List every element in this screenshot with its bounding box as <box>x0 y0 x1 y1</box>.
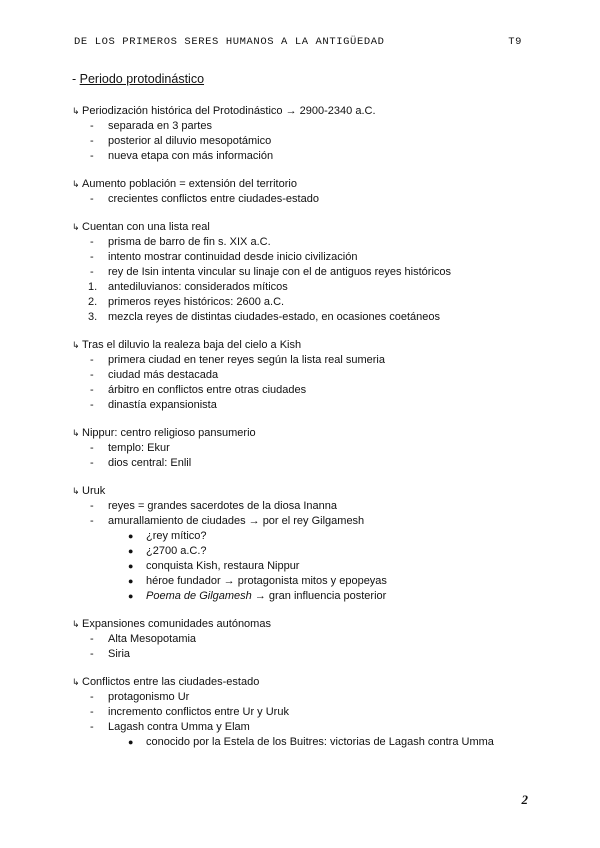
outline-group-nippur <box>72 426 542 471</box>
dash-marker: - <box>90 193 94 205</box>
dash-marker: - <box>90 150 94 162</box>
dash-marker: - <box>90 384 94 396</box>
list-item: - primera ciudad en tener reyes según la lista real sumeria <box>90 354 385 366</box>
list-item: - amurallamiento de ciudades → por el rey Gilgamesh <box>90 515 365 527</box>
list-item: - crecientes conflictos entre ciudades-estado <box>90 193 319 205</box>
dash-marker: - <box>90 120 94 132</box>
section-title <box>72 72 204 86</box>
bullet-icon: ● <box>128 531 134 541</box>
arrow-icon: ↳ <box>72 179 80 189</box>
outline-head: ↳ Tras el diluvio la realeza baja del cielo a Kish <box>72 339 302 351</box>
dash-marker: - <box>90 691 94 703</box>
outline-group-conflictos <box>72 675 542 750</box>
outline-head: ↳ Periodización histórica del Protodinástico → 2900-2340 a.C. <box>72 105 376 117</box>
section-title-text: Periodo protodinástico <box>79 72 205 86</box>
list-item: - protagonismo Ur <box>90 691 190 703</box>
outline-content <box>72 104 542 763</box>
dash-marker: - <box>90 251 94 263</box>
page-number: 2 <box>521 792 528 807</box>
bullet-icon: ● <box>128 576 134 586</box>
list-item: - ciudad más destacada <box>90 369 219 381</box>
dash-marker: - <box>90 633 94 645</box>
number-marker: 3. <box>88 311 98 323</box>
sub-list-item: ● Poema de Gilgamesh → gran influencia posterior <box>128 590 387 602</box>
dash-marker: - <box>90 266 94 278</box>
dash-marker: - <box>90 369 94 381</box>
list-item: - posterior al diluvio mesopotámico <box>90 135 272 147</box>
arrow-icon: ↳ <box>72 340 80 350</box>
list-item: - rey de Isin intenta vincular su linaje con el de antiguos reyes históricos <box>90 266 452 278</box>
list-item: - dinastía expansionista <box>90 399 217 411</box>
dash-marker: - <box>90 442 94 454</box>
dash-marker: - <box>90 515 94 527</box>
dash-marker: - <box>90 399 94 411</box>
arrow-icon: ↳ <box>72 106 80 116</box>
outline-group-poblacion <box>72 177 542 207</box>
outline-head: ↳ Aumento población = extensión del territorio <box>72 178 297 190</box>
outline-group-expansiones <box>72 617 542 662</box>
dash-marker: - <box>90 236 94 248</box>
dash-marker: - <box>90 135 94 147</box>
number-marker: 2. <box>88 296 98 308</box>
list-item: - separada en 3 partes <box>90 120 212 132</box>
header-chapter: T9 <box>508 36 522 48</box>
number-marker: 1. <box>88 281 98 293</box>
sub-list-item: ● conquista Kish, restaura Nippur <box>128 560 300 572</box>
dash-marker: - <box>90 500 94 512</box>
list-item: - prisma de barro de fin s. XIX a.C. <box>90 236 271 248</box>
bullet-icon: ● <box>128 546 134 556</box>
list-item: - templo: Ekur <box>90 442 170 454</box>
page-header <box>74 36 522 48</box>
arrow-icon: ↳ <box>72 428 80 438</box>
outline-head: ↳ Cuentan con una lista real <box>72 221 210 233</box>
numbered-item: 1. antediluvianos: considerados míticos <box>88 281 288 293</box>
header-title: DE LOS PRIMEROS SERES HUMANOS A LA ANTIGÜEDAD <box>74 36 385 48</box>
list-item: - dios central: Enlil <box>90 457 192 469</box>
outline-head: ↳ Conflictos entre las ciudades-estado <box>72 676 260 688</box>
bullet-icon: ● <box>128 561 134 571</box>
numbered-item: 3. mezcla reyes de distintas ciudades-estado, en ocasiones coetáneos <box>88 311 441 323</box>
arrow-icon: ↳ <box>72 486 80 496</box>
sub-list-item: ● héroe fundador → protagonista mitos y epopeyas <box>128 575 387 587</box>
dash-marker: - <box>90 648 94 660</box>
list-item: - Siria <box>90 648 131 660</box>
dash-marker: - <box>90 721 94 733</box>
dash-marker: - <box>90 706 94 718</box>
numbered-item: 2. primeros reyes históricos: 2600 a.C. <box>88 296 285 308</box>
sub-list-item: ● conocido por la Estela de los Buitres: victorias de Lagash contra Umma <box>128 736 494 748</box>
section-title-dash: - <box>72 72 80 86</box>
outline-head: ↳ Nippur: centro religioso pansumerio <box>72 427 256 439</box>
outline-group-kish <box>72 338 542 413</box>
poem-title: Poema de Gilgamesh <box>146 590 252 602</box>
arrow-icon: ↳ <box>72 677 80 687</box>
arrow-icon: ↳ <box>72 619 80 629</box>
outline-group-uruk <box>72 484 542 604</box>
sub-list-item: ● ¿rey mítico? <box>128 530 207 542</box>
list-item: - reyes = grandes sacerdotes de la diosa Inanna <box>90 500 338 512</box>
bullet-icon: ● <box>128 737 134 747</box>
list-item: - árbitro en conflictos entre otras ciudades <box>90 384 307 396</box>
bullet-icon: ● <box>128 591 134 601</box>
sub-list-item: ● ¿2700 a.C.? <box>128 545 207 557</box>
outline-head: ↳ Uruk <box>72 485 106 497</box>
outline-group-periodizacion <box>72 104 542 164</box>
list-item: - Alta Mesopotamia <box>90 633 197 645</box>
dash-marker: - <box>90 457 94 469</box>
list-item: - intento mostrar continuidad desde inicio civilización <box>90 251 358 263</box>
arrow-icon: ↳ <box>72 222 80 232</box>
list-item: - Lagash contra Umma y Elam <box>90 721 250 733</box>
outline-group-lista-real <box>72 220 542 325</box>
list-item: - incremento conflictos entre Ur y Uruk <box>90 706 289 718</box>
list-item: - nueva etapa con más información <box>90 150 274 162</box>
outline-head: ↳ Expansiones comunidades autónomas <box>72 618 271 630</box>
dash-marker: - <box>90 354 94 366</box>
